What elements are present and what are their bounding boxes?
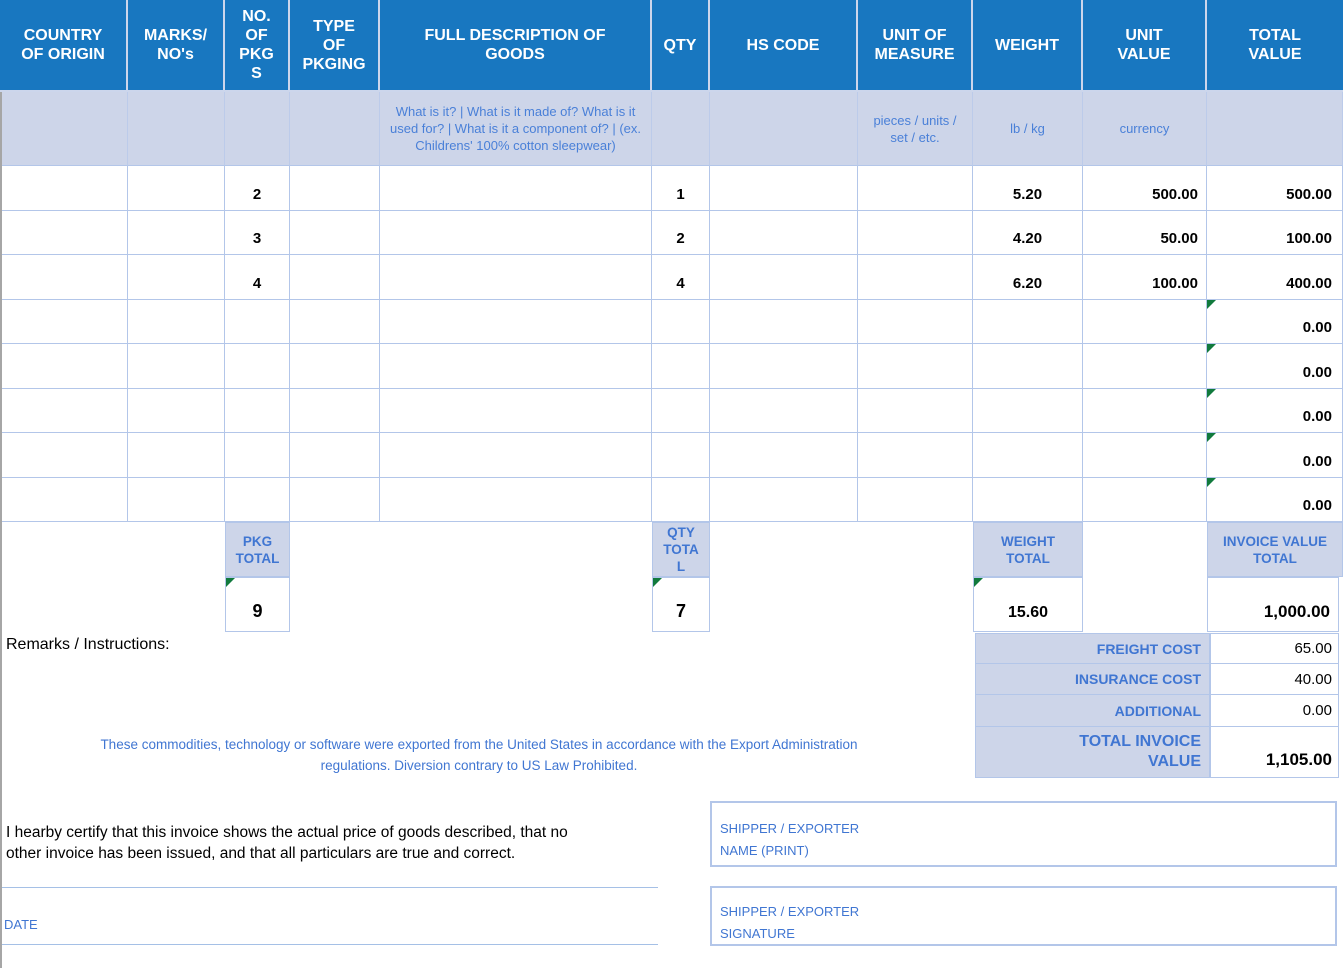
column-header-hs-code: HS CODE [710,0,858,92]
cell-description[interactable] [380,166,652,211]
cell-unit-value[interactable]: 500.00 [1083,166,1207,211]
cell-no-of-pkgs[interactable] [225,433,290,478]
column-header-qty: QTY [652,0,710,92]
cell-weight[interactable] [973,300,1083,345]
cell-qty[interactable] [652,344,710,389]
cell-weight[interactable]: 5.20 [973,166,1083,211]
cell-marks-nos[interactable] [128,300,225,345]
cell-qty[interactable]: 2 [652,211,710,256]
column-header-type-of-pkging: TYPE OF PKGING [290,0,380,92]
cell-total-value[interactable]: 0.00 [1207,300,1343,345]
cell-unit-value[interactable]: 100.00 [1083,255,1207,300]
formula-marker-icon [1207,300,1216,309]
cell-weight[interactable]: 6.20 [973,255,1083,300]
export-statement-line1: These commodities, technology or software were exported from the United States in accordance with the Export Administration [100,737,858,752]
cell-qty[interactable] [652,389,710,434]
additional-cost-label: ADDITIONAL [975,694,1210,727]
cell-type-of-pkging[interactable] [290,300,380,345]
cell-marks-nos[interactable] [128,389,225,434]
cell-description[interactable] [380,300,652,345]
cell-unit-of-measure[interactable] [858,211,973,256]
cell-unit-of-measure[interactable] [858,478,973,523]
cell-hs-code[interactable] [710,478,858,523]
column-header-description: FULL DESCRIPTION OF GOODS [380,0,652,92]
cell-hs-code[interactable] [710,344,858,389]
column-header-unit-of-measure: UNIT OF MEASURE [858,0,973,92]
cell-description[interactable] [380,433,652,478]
cell-country-of-origin[interactable] [0,344,128,389]
column-header-weight: WEIGHT [973,0,1083,92]
column-header-no-of-pkgs: NO. OF PKG S [225,0,290,92]
shipper-name-box[interactable] [710,801,1337,867]
cell-total-value[interactable]: 500.00 [1207,166,1343,211]
invoice-value-total-label: INVOICE VALUE TOTAL [1207,522,1343,577]
formula-marker-icon [1207,344,1216,353]
cell-total-value[interactable]: 100.00 [1207,211,1343,256]
cell-qty[interactable] [652,433,710,478]
total-invoice-value-label: TOTAL INVOICE VALUE [975,726,1210,778]
cell-weight[interactable] [973,344,1083,389]
cell-hs-code[interactable] [710,166,858,211]
formula-marker-icon [1207,433,1216,442]
certification-signature-line[interactable] [0,887,658,888]
cell-type-of-pkging[interactable] [290,433,380,478]
additional-cost-value[interactable]: 0.00 [1210,694,1339,727]
cell-weight[interactable] [973,389,1083,434]
cell-country-of-origin[interactable] [0,255,128,300]
cell-weight[interactable]: 4.20 [973,211,1083,256]
cell-hs-code[interactable] [710,255,858,300]
shipper-name-box-line2: NAME (PRINT) [720,843,809,858]
hint-unit-value: currency [1083,92,1207,166]
hint-hs-code [710,92,858,166]
hint-description: What is it? | What is it made of? What is it used for? | What is it a component of? | (ex. Childrens' 100% cotton sleepwear) [380,92,652,166]
weight-total-value[interactable]: 15.60 [973,577,1083,632]
cell-unit-of-measure[interactable] [858,344,973,389]
cell-hs-code[interactable] [710,433,858,478]
cell-weight[interactable] [973,433,1083,478]
certification-line2: other invoice has been issued, and that all particulars are true and correct. [6,845,516,862]
cell-unit-value[interactable] [1083,389,1207,434]
hint-weight: lb / kg [973,92,1083,166]
cell-description[interactable] [380,211,652,256]
cell-country-of-origin[interactable] [0,166,128,211]
cell-qty[interactable] [652,300,710,345]
cell-type-of-pkging[interactable] [290,211,380,256]
column-header-total-value: TOTAL VALUE [1207,0,1343,92]
date-label: DATE [4,917,38,932]
cell-hs-code[interactable] [710,389,858,434]
cell-unit-of-measure[interactable] [858,433,973,478]
formula-marker-icon [1207,478,1216,487]
cell-total-value[interactable]: 0.00 [1207,389,1343,434]
cell-type-of-pkging[interactable] [290,166,380,211]
cell-no-of-pkgs[interactable] [225,389,290,434]
shipper-signature-box[interactable] [710,886,1337,946]
cell-marks-nos[interactable] [128,211,225,256]
cell-marks-nos[interactable] [128,478,225,523]
cell-country-of-origin[interactable] [0,433,128,478]
hint-total-value [1207,92,1343,166]
cell-qty[interactable]: 1 [652,166,710,211]
cell-country-of-origin[interactable] [0,478,128,523]
cell-description[interactable] [380,389,652,434]
certification-statement [6,822,686,864]
cell-type-of-pkging[interactable] [290,389,380,434]
date-line[interactable] [0,944,658,945]
pkg-total-label: PKG TOTAL [225,522,290,577]
remarks-instructions-label: Remarks / Instructions: [6,636,170,653]
cell-no-of-pkgs[interactable] [225,344,290,389]
freight-cost-label: FREIGHT COST [975,633,1210,664]
cell-country-of-origin[interactable] [0,300,128,345]
cell-marks-nos[interactable] [128,433,225,478]
shipper-signature-box-line1: SHIPPER / EXPORTER [720,904,860,919]
cell-type-of-pkging[interactable] [290,255,380,300]
cell-total-value[interactable]: 0.00 [1207,433,1343,478]
hint-marks-nos [128,92,225,166]
cell-unit-value[interactable] [1083,433,1207,478]
cell-country-of-origin[interactable] [0,389,128,434]
cell-marks-nos[interactable] [128,344,225,389]
cell-description[interactable] [380,478,652,523]
export-statement [0,734,958,776]
cell-country-of-origin[interactable] [0,211,128,256]
cell-unit-of-measure[interactable] [858,300,973,345]
export-statement-line2: regulations. Diversion contrary to US Law Prohibited. [320,758,638,773]
formula-marker-icon [653,578,662,587]
insurance-cost-value[interactable]: 40.00 [1210,663,1339,695]
cell-no-of-pkgs[interactable] [225,300,290,345]
hint-country-of-origin [0,92,128,166]
shipper-name-box-line1: SHIPPER / EXPORTER [720,821,860,836]
qty-total-label: QTY TOTA L [652,522,710,577]
total-invoice-value-value[interactable]: 1,105.00 [1210,726,1339,778]
cell-qty[interactable] [652,478,710,523]
formula-marker-icon [974,578,983,587]
cell-unit-of-measure[interactable] [858,166,973,211]
shipper-signature-box-line2: SIGNATURE [720,926,795,941]
cell-type-of-pkging[interactable] [290,478,380,523]
formula-marker-icon [226,578,235,587]
cell-no-of-pkgs[interactable]: 3 [225,211,290,256]
cell-marks-nos[interactable] [128,255,225,300]
column-header-marks-nos: MARKS/ NO's [128,0,225,92]
column-header-unit-value: UNIT VALUE [1083,0,1207,92]
sheet-left-border [0,92,2,968]
certification-line1: I hearby certify that this invoice shows the actual price of goods described, that no [6,824,568,841]
cell-weight[interactable] [973,478,1083,523]
cell-marks-nos[interactable] [128,166,225,211]
cell-unit-value[interactable] [1083,478,1207,523]
cell-qty[interactable]: 4 [652,255,710,300]
cell-unit-of-measure[interactable] [858,389,973,434]
freight-cost-value[interactable]: 65.00 [1210,633,1339,664]
cell-total-value[interactable]: 400.00 [1207,255,1343,300]
hint-unit-of-measure: pieces / units / set / etc. [858,92,973,166]
column-header-country-of-origin: COUNTRY OF ORIGIN [0,0,128,92]
cell-hs-code[interactable] [710,211,858,256]
invoice-value-total-value[interactable]: 1,000.00 [1207,577,1339,632]
cell-unit-of-measure[interactable] [858,255,973,300]
cell-description[interactable] [380,255,652,300]
insurance-cost-label: INSURANCE COST [975,663,1210,695]
qty-total-value[interactable]: 7 [652,577,710,632]
cell-type-of-pkging[interactable] [290,344,380,389]
hint-no-of-pkgs [225,92,290,166]
pkg-total-value[interactable]: 9 [225,577,290,632]
cell-no-of-pkgs[interactable]: 2 [225,166,290,211]
weight-total-label: WEIGHT TOTAL [973,522,1083,577]
cell-total-value[interactable]: 0.00 [1207,478,1343,523]
cell-hs-code[interactable] [710,300,858,345]
hint-type-of-pkging [290,92,380,166]
formula-marker-icon [1207,389,1216,398]
cell-total-value[interactable]: 0.00 [1207,344,1343,389]
cell-unit-value[interactable] [1083,344,1207,389]
cell-no-of-pkgs[interactable]: 4 [225,255,290,300]
hint-qty [652,92,710,166]
cell-description[interactable] [380,344,652,389]
cell-unit-value[interactable] [1083,300,1207,345]
cell-unit-value[interactable]: 50.00 [1083,211,1207,256]
cell-no-of-pkgs[interactable] [225,478,290,523]
